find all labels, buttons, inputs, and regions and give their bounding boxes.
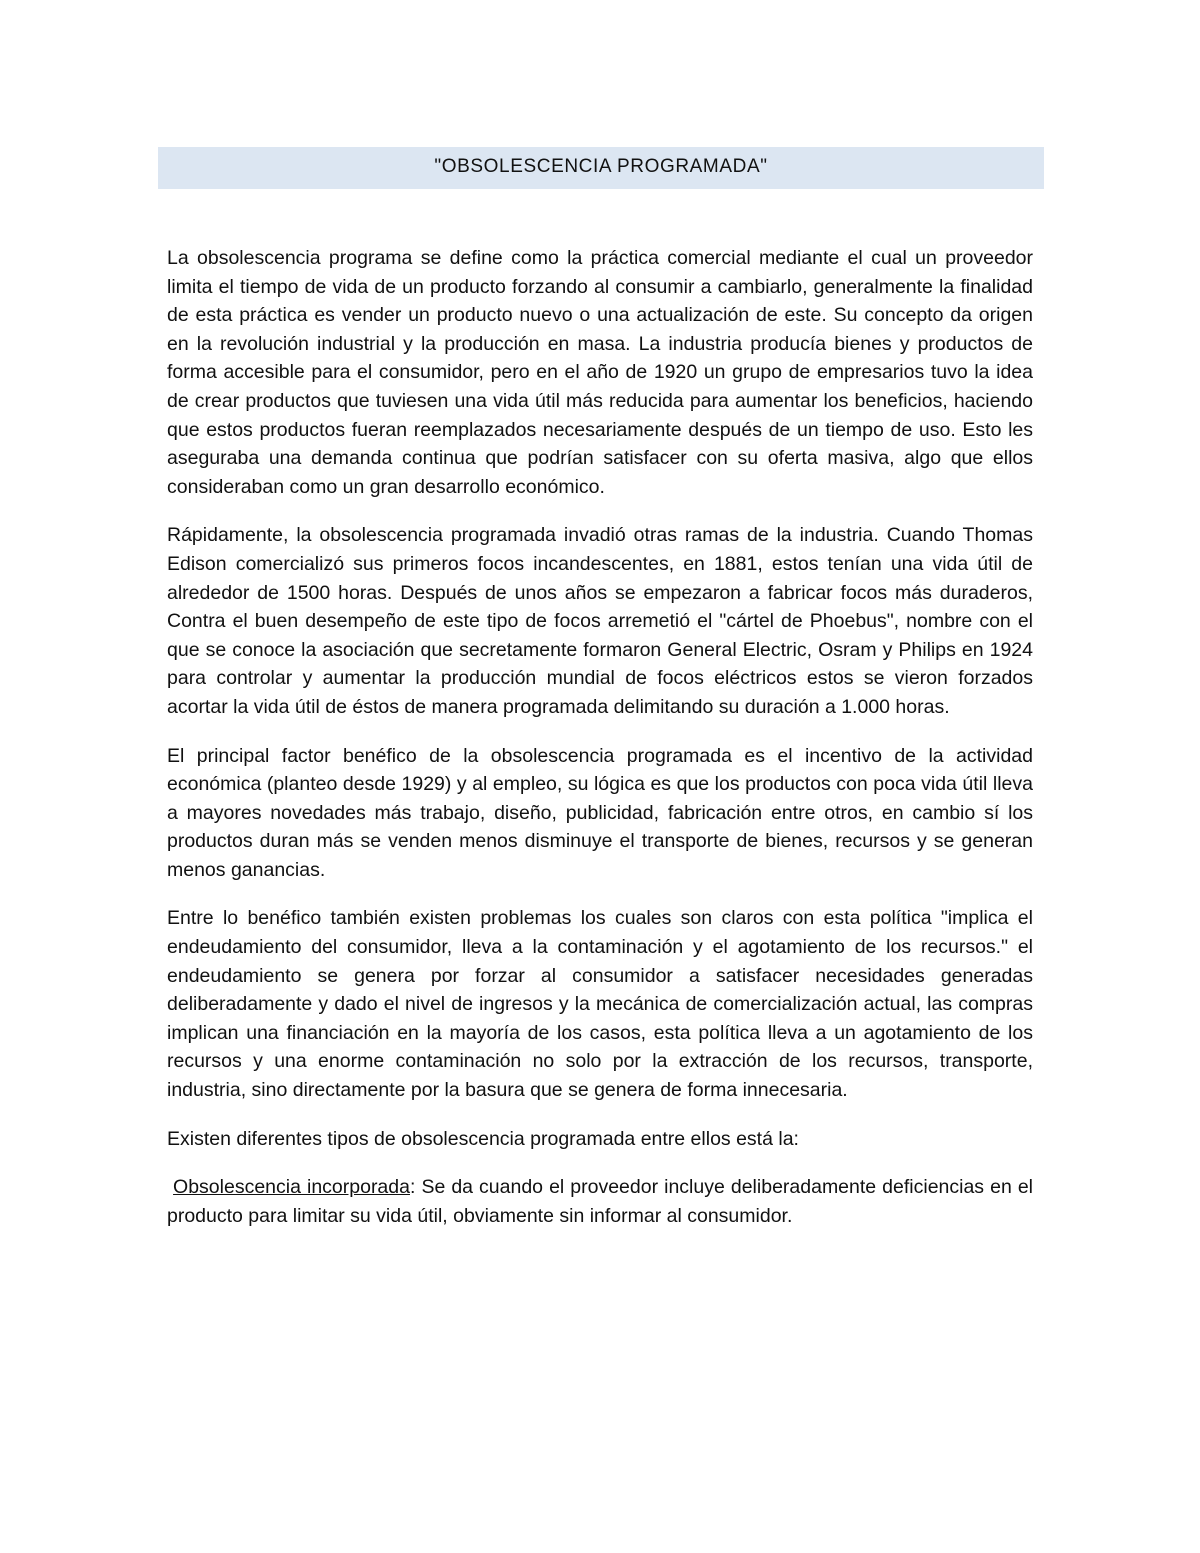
title-band [158,147,1044,189]
paragraph-problems: Entre lo benéfico también existen problemas los cuales son claros con esta política "implica el endeudamiento del consumidor, lleva a la contaminación y el agotamiento de los recursos." el endeudamiento se genera por forzar al consumidor a satisfacer necesidades generadas deliberadamente y dado el nivel de ingresos y la mecánica de comercialización actual, las compras implican una financiación en la mayoría de los casos, esta política lleva a un agotamiento de los recursos y una enorme contaminación no solo por la extracción de los recursos, transporte, industria, sino directamente por la basura que se genera de forma innecesaria. [167,907,1033,1102]
paragraph-definition [167,1173,1033,1230]
definition-text: : Se da cuando el proveedor incluye deliberadamente deficiencias en el producto para limitar su vida útil, obviamente sin informar al consumidor. [167,1176,1034,1227]
paragraph-benefits: El principal factor benéfico de la obsolescencia programada es el incentivo de la actividad económica (planteo desde 1929) y al empleo, su lógica es que los productos con poca vida útil lleva a mayores novedades más trabajo, diseño, publicidad, fabricación entre otros, en cambio sí los productos duran más se venden menos disminuye el transporte de bienes, recursos y se generan menos ganancias. [167,744,1033,881]
document-title: "OBSOLESCENCIA PROGRAMADA" [434,156,768,177]
paragraph-history: Rápidamente, la obsolescencia programada invadió otras ramas de la industria. Cuando Thomas Edison comercializó sus primeros focos incandescentes, en 1881, estos tenían una vida útil de alrededor de 1500 horas. Después de unos años se empezaron a fabricar focos más duraderos, Contra el buen desempeño de este tipo de focos arremetió el "cártel de Phoebus", nombre con el que se conoce la asociación que secretamente formaron General Electric, Osram y Philips en 1924 para controlar y aumentar la producción mundial de focos eléctricos estos se vieron forzados acortar la vida útil de éstos de manera programada delimitando su duración a 1.000 horas. [167,524,1033,718]
document-body [167,244,1033,1230]
paragraph-types-intro: Existen diferentes tipos de obsolescencia programada entre ellos está la: [167,1127,799,1150]
paragraph-intro: La obsolescencia programa se define como la práctica comercial mediante el cual un proveedor limita el tiempo de vida de un producto forzando al consumir a cambiarlo, generalmente la finalidad de esta práctica es vender un producto nuevo o una actualización de este. Su concepto da origen en la revolución industrial y la producción en masa. La industria producía bienes y productos de forma accesible para el consumidor, pero en el año de 1920 un grupo de empresarios tuvo la idea de crear productos que tuviesen una vida útil más reducida para aumentar los beneficios, haciendo que estos productos fueran reemplazados necesariamente después de un tiempo de uso. Esto les aseguraba una demanda continua que podrían satisfacer con su oferta masiva, algo que ellos consideraban como un gran desarrollo económico. [167,247,1033,498]
definition-term: Obsolescencia incorporada [173,1176,410,1199]
